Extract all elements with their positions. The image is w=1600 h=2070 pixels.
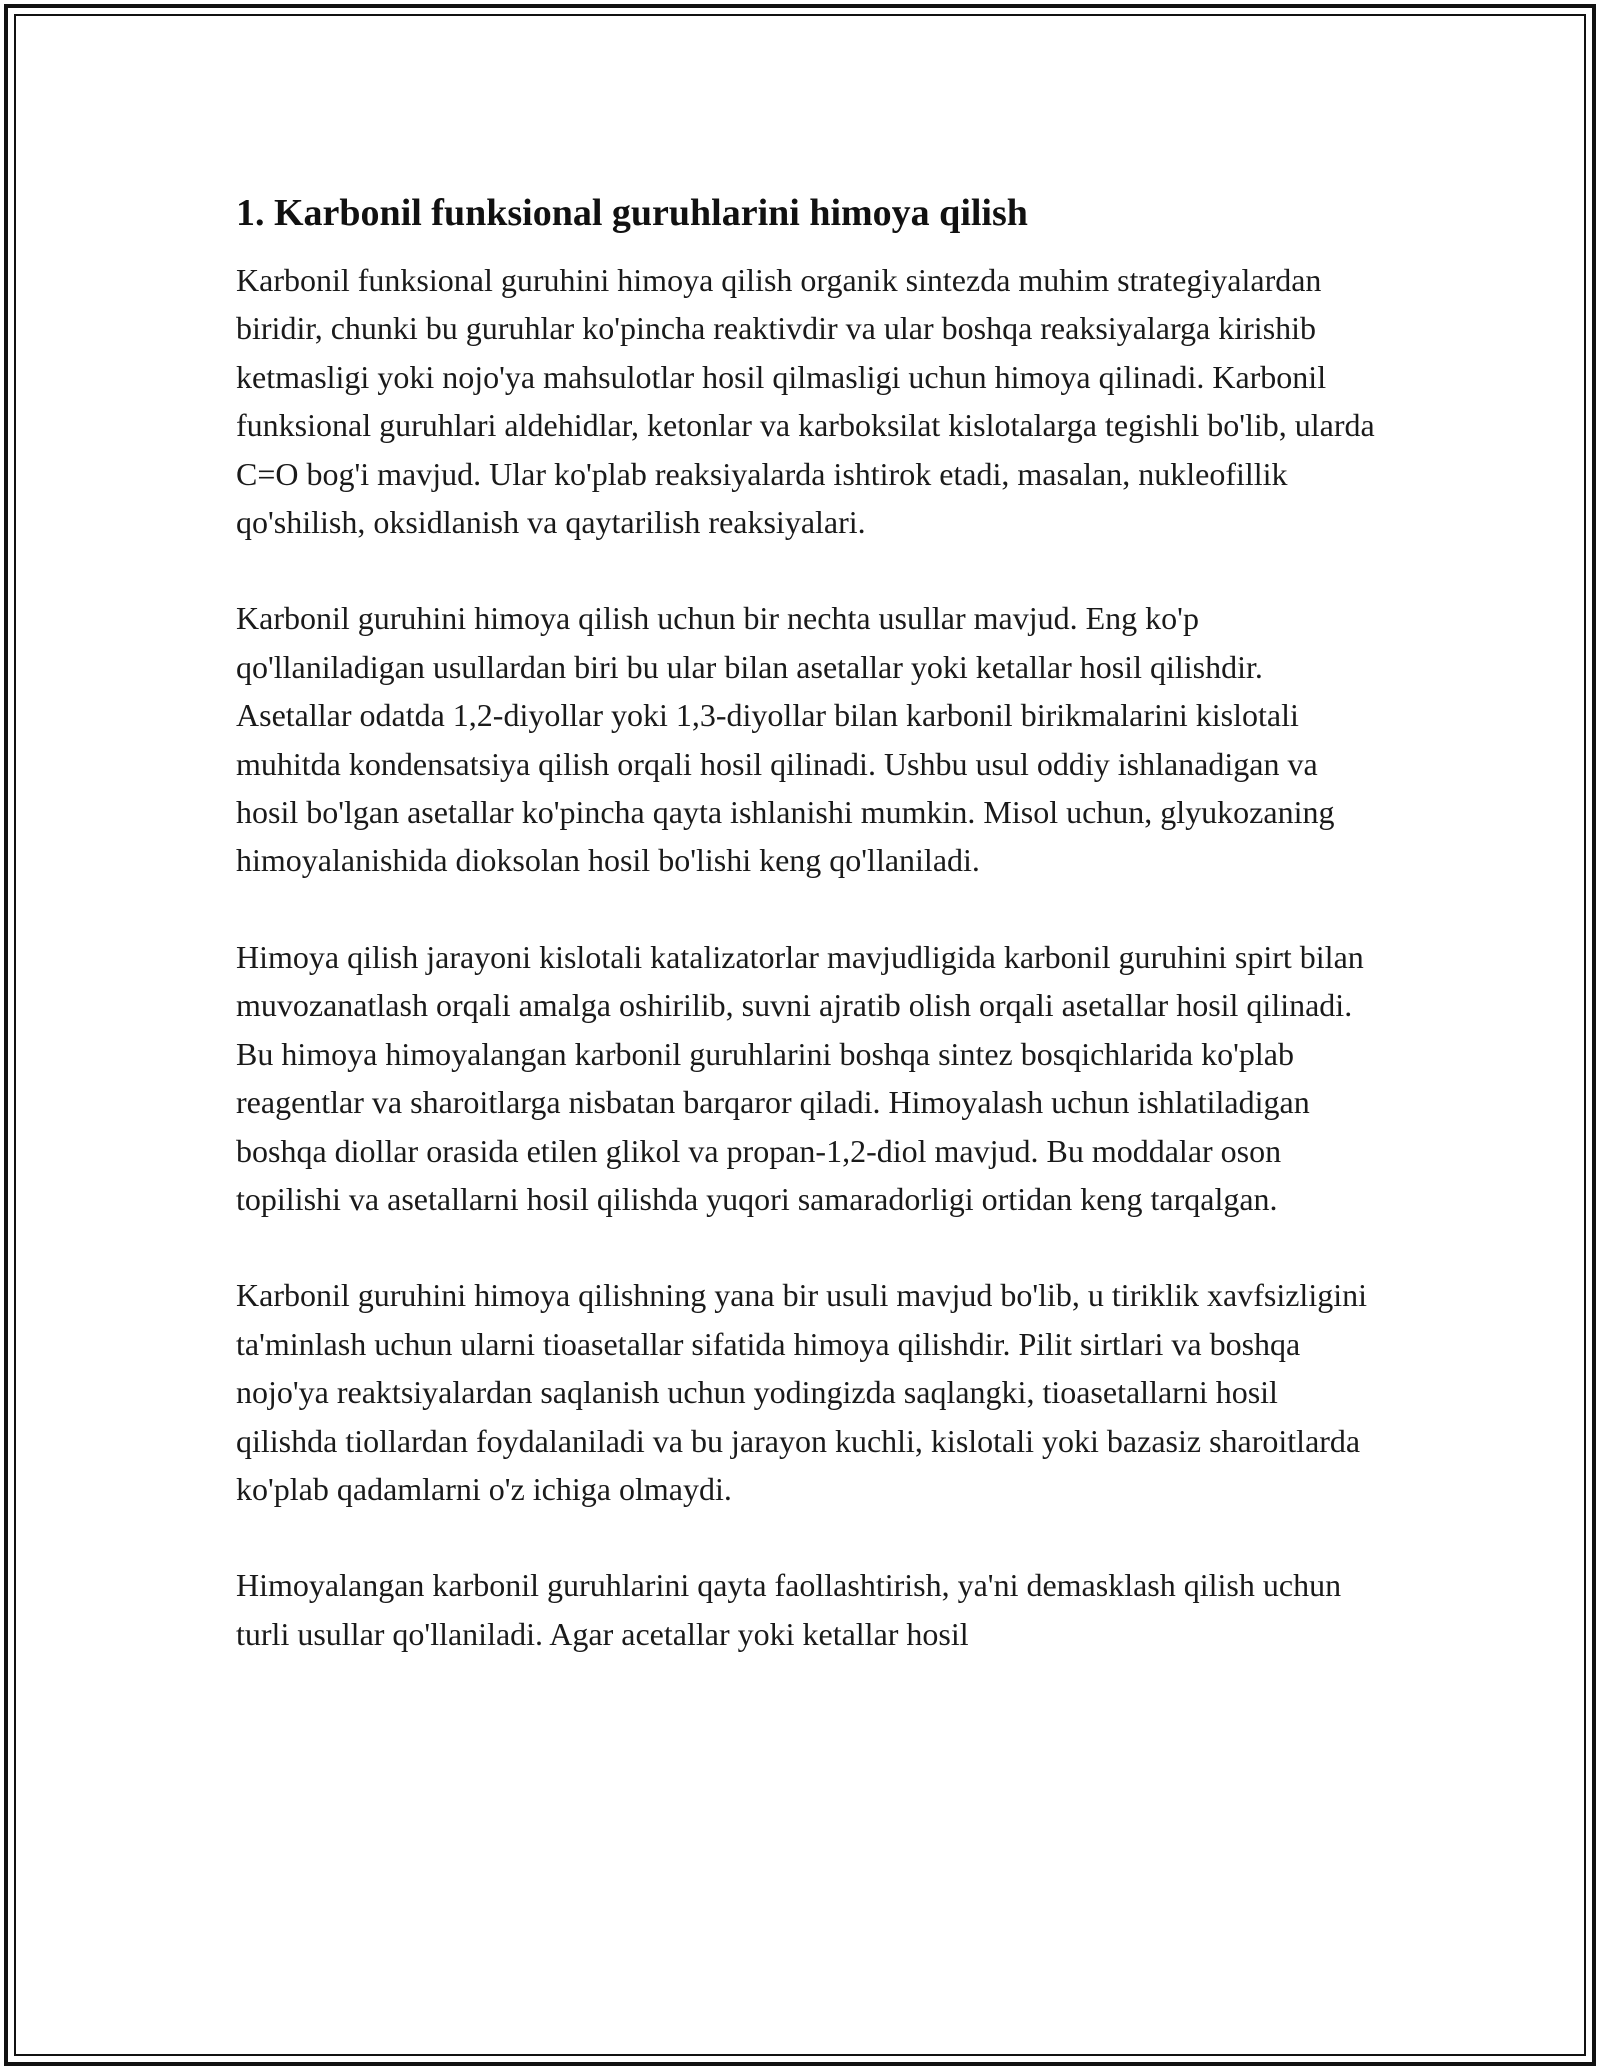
document-body [236, 184, 1376, 1658]
section-heading: 1. Karbonil funksional guruhlarini himoya qilish [236, 192, 1028, 234]
paragraph-4: Karbonil guruhini himoya qilishning yana bir usuli mavjud bo'lib, u tiriklik xavfsizligini ta'minlash uchun ularni tioasetallar sifatida himoya qilishdir. Pilit sirtlari va boshqa nojo'ya reaktsiyalardan saqlanish uchun yodingizda saqlangki, tioasetallarni hosil qilishda tiollardan foydalaniladi va bu jarayon kuchli, kislotali yoki bazasiz sharoitlarda ko'plab qadamlarni o'z ichiga olmaydi. [236, 1277, 1367, 1507]
paragraph-1: Karbonil funksional guruhini himoya qilish organik sintezda muhim strategiyalardan biridir, chunki bu guruhlar ko'pincha reaktivdir va ular boshqa reaksiyalarga kirishib ketmasligi yoki nojo'ya mahsulotlar hosil qilmasligi uchun himoya qilinadi. Karbonil funksional guruhlari aldehidlar, ketonlar va karboksilat kislotalarga tegishli bo'lib, ularda C=O bog'i mavjud. Ular ko'plab reaksiyalarda ishtirok etadi, masalan, nukleofillik qo'shilish, oksidlanish va qaytarilish reaksiyalari. [236, 262, 1375, 541]
paragraph-3: Himoya qilish jarayoni kislotali katalizatorlar mavjudligida karbonil guruhini spirt bilan muvozanatlash orqali amalga oshirilib, suvni ajratib olish orqali asetallar hosil qilinadi. Bu himoya himoyalangan karbonil guruhlarini boshqa sintez bosqichlarida ko'plab reagentlar va sharoitlarga nisbatan barqaror qiladi. Himoyalash uchun ishlatiladigan boshqa diollar orasida etilen glikol va propan-1,2-diol mavjud. Bu moddalar oson topilishi va asetallarni hosil qilishda yuqori samaradorligi ortidan keng tarqalgan. [236, 938, 1364, 1217]
paragraph-5: Himoyalangan karbonil guruhlarini qayta faollashtirish, ya'ni demasklash qilish uchun turli usullar qo'llaniladi. Agar acetallar yoki ketallar hosil [236, 1567, 1342, 1652]
paragraph-2: Karbonil guruhini himoya qilish uchun bir nechta usullar mavjud. Eng ko'p qo'llaniladigan usullardan biri bu ular bilan asetallar yoki ketallar hosil qilishdir. Asetallar odatda 1,2-diyollar yoki 1,3-diyollar bilan karbonil birikmalarini kislotali muhitda kondensatsiya qilish orqali hosil qilinadi. Ushbu usul oddiy ishlanadigan va hosil bo'lgan asetallar ko'pincha qayta ishlanishi mumkin. Misol uchun, glyukozaning himoyalanishida dioksolan hosil bo'lishi keng qo'llaniladi. [236, 600, 1335, 879]
